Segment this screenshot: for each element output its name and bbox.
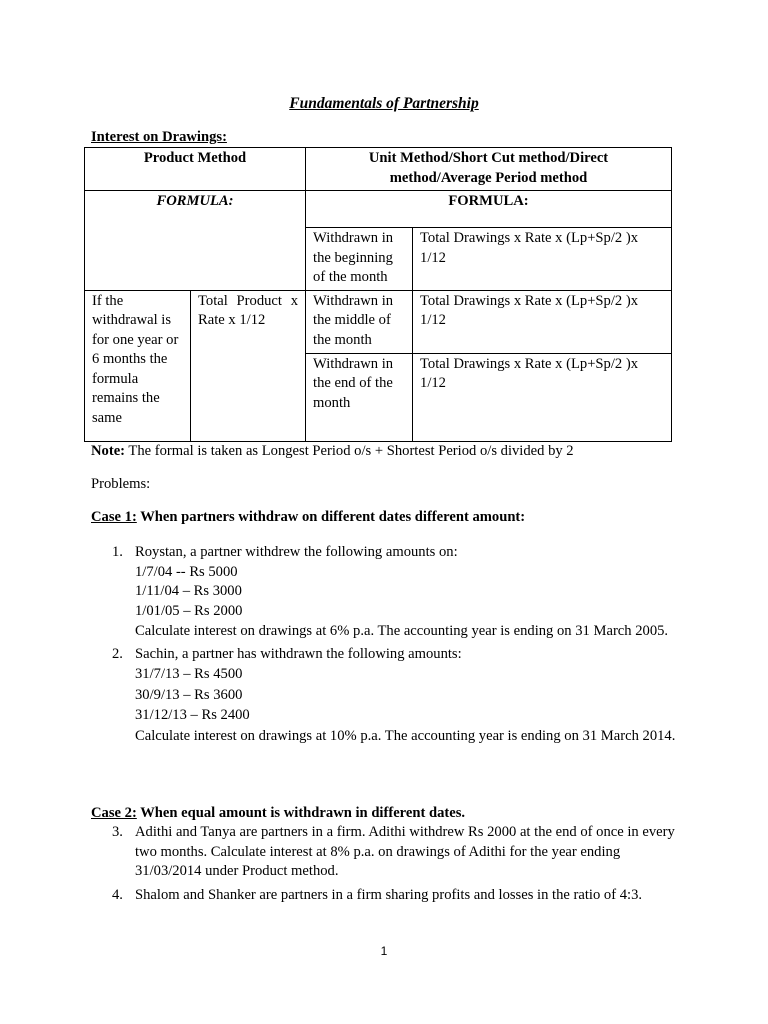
page-number: 1: [380, 944, 388, 958]
problem-line: 31/12/13 – Rs 2400: [135, 707, 250, 723]
problem-line: Shalom and Shanker are partners in a firm sharing profits and losses in the ratio of 4:3.: [135, 886, 643, 903]
formula-label-right: FORMULA:: [306, 191, 672, 228]
problem-number: 1.: [112, 544, 123, 560]
problem-line: Sachin, a partner has withdrawn the following amounts:: [135, 645, 462, 662]
formula-cell: Total Drawings x Rate x (Lp+Sp/2 )x 1/12: [413, 228, 672, 291]
timing-cell: Withdrawn in the end of the month: [306, 353, 413, 441]
problem-line: 1/01/05 – Rs 2000: [135, 602, 243, 619]
list-item: [91, 645, 681, 747]
problem-line: 31/7/13 – Rs 4500: [135, 666, 243, 682]
timing-cell: Withdrawn in the middle of the month: [306, 290, 413, 353]
timing-cell: Withdrawn in the beginning of the month: [306, 228, 413, 291]
header-unit-method: Unit Method/Short Cut method/Direct method/Average Period method: [306, 148, 672, 191]
problem-list-2: [91, 823, 681, 905]
problem-number: 3.: [112, 824, 123, 840]
product-condition-cell: If the withdrawal is for one year or 6 months the formula remains the same: [85, 290, 191, 441]
formula-cell: Total Drawings x Rate x (Lp+Sp/2 )x 1/12: [413, 290, 672, 353]
section-heading: Interest on Drawings:: [91, 129, 227, 145]
problem-line: 30/9/13 – Rs 3600: [135, 686, 243, 703]
list-item: [91, 886, 681, 906]
problem-line: Calculate interest on drawings at 6% p.a. The accounting year is ending on 31 March 2005.: [135, 623, 669, 639]
problem-number: 2.: [112, 645, 123, 662]
page-title: Fundamentals of Partnership: [289, 95, 479, 112]
case-2-text: When equal amount is withdrawn in different dates.: [136, 805, 466, 821]
problem-list-1: [91, 543, 681, 746]
list-item: [91, 543, 681, 642]
product-formula-cell: Total Product x Rate x 1/12: [191, 290, 306, 441]
note-paragraph: [91, 442, 574, 462]
problems-label: Problems:: [91, 476, 151, 492]
interest-on-drawings-table: [84, 147, 672, 442]
list-item: [91, 823, 681, 882]
formula-cell: Total Drawings x Rate x (Lp+Sp/2 )x 1/12: [413, 353, 672, 441]
problem-number: 4.: [112, 886, 123, 903]
case-1-label: Case 1:: [91, 509, 137, 525]
formula-label-left: FORMULA:: [85, 191, 306, 291]
header-product-method: Product Method: [85, 148, 306, 191]
note-label: Note:: [91, 443, 126, 459]
problem-line: Roystan, a partner withdrew the following amounts on:: [135, 544, 458, 560]
problem-line: 1/7/04 -- Rs 5000: [135, 563, 238, 580]
note-text: The formal is taken as Longest Period o/s + Shortest Period o/s divided by 2: [125, 443, 574, 459]
problem-line: Calculate interest on drawings at 10% p.a. The accounting year is ending on 31 March 2014.: [135, 727, 676, 744]
case-1-heading: [91, 508, 525, 528]
case-1-text: When partners withdraw on different dates different amount:: [136, 509, 526, 525]
problem-line: 1/11/04 – Rs 3000: [135, 583, 242, 599]
case-2-label: Case 2:: [91, 805, 137, 821]
problem-line: Adithi and Tanya are partners in a firm. Adithi withdrew Rs 2000 at the end of once in every two months. Calculate interest at 8% p.a. on drawings of Adithi for the year ending 31/03/2014 under Product method.: [135, 824, 675, 879]
case-2-heading: [91, 804, 465, 824]
